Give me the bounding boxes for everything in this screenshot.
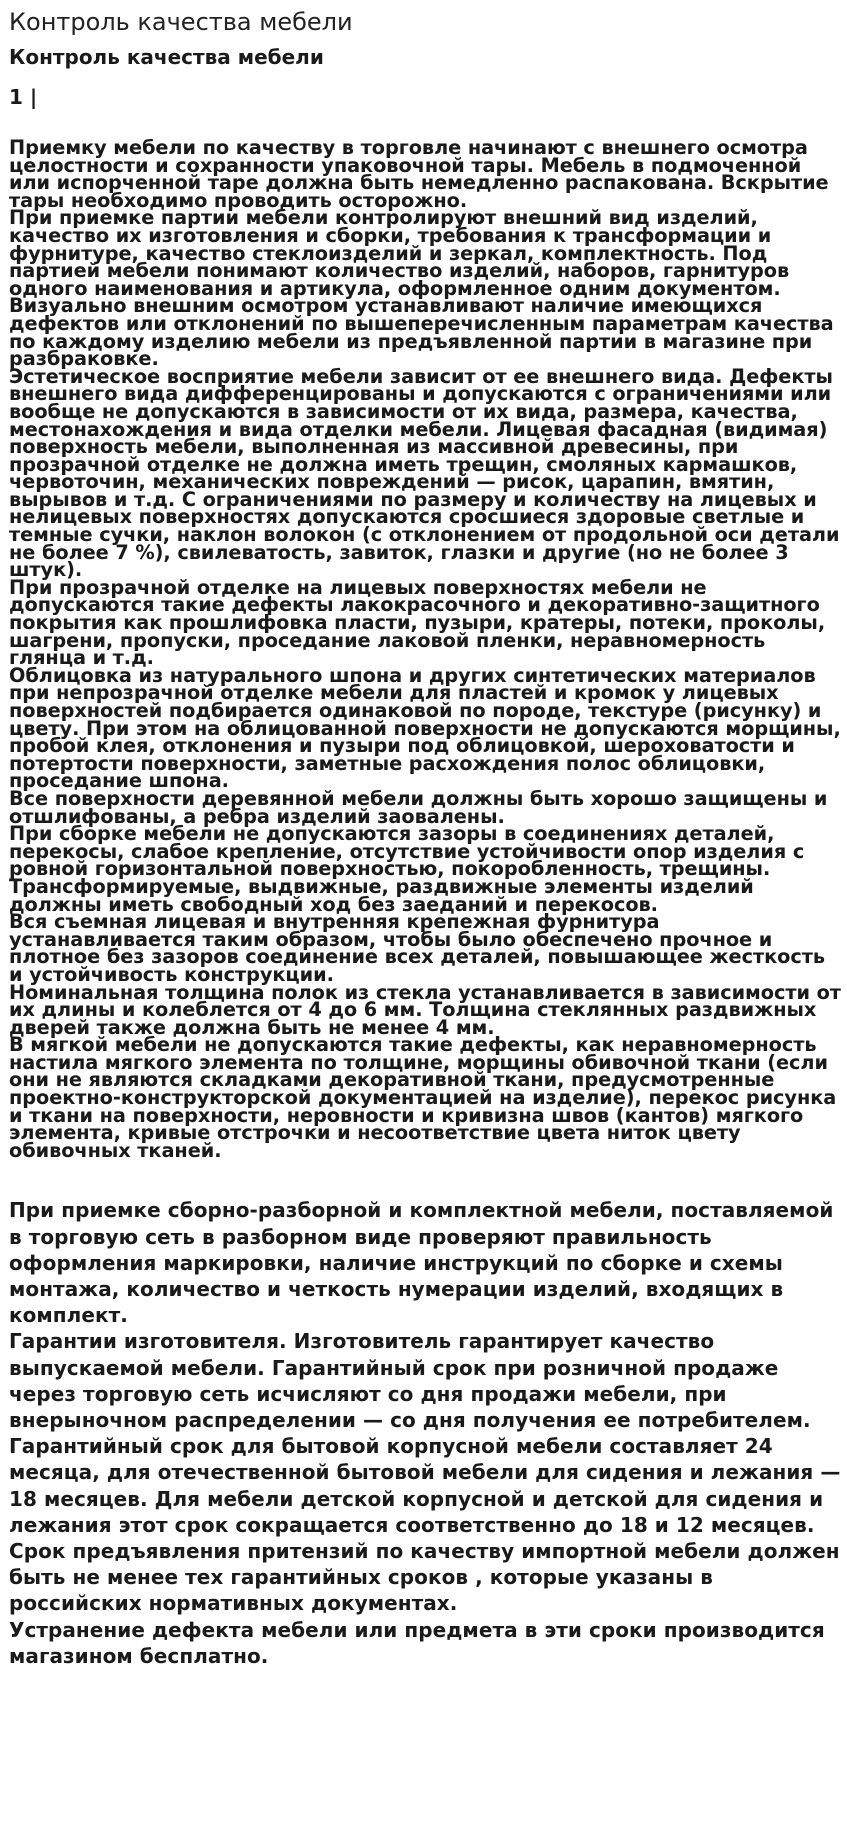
paragraph-surfaces: Все поверхности деревянной мебели должны быть хорошо защищены и отшлифованы, а ребра изделий заовалены. [9, 786, 828, 828]
paragraph-assembly: При сборке мебели не допускаются зазоры в соединениях деталей, перекосы, слабое крепление, отсутствие устойчивости опор изделия с ровной горизонтальной поверхностью, покоробленность, трещины. Трансформируемые, выдвижные, раздвижные элементы изделий должны иметь свободный ход без заеданий и перекосов. [9, 822, 805, 916]
paragraph-batch-control: При приемке партии мебели контролируют внешний вид изделий, качество их изготовления и сборки, требования к трансформации и фурнитуре, качество стеклоизделий и зеркал, комплектность. Под партией мебели понимают количество изделий, наборов, гарнитуров одного наименования и артикула, оформленное одним документом. Визуально внешним осмотром устанавливают наличие имеющихся дефектов или отклонений по вышеперечисленным параметрам качества по каждому изделию мебели из предъявленной партии в магазине при разбраковке. [9, 206, 834, 371]
document-page [9, 0, 841, 1669]
paragraph-transparent-finish: При прозрачной отделке на лицевых поверхностях мебели не допускаются такие дефекты лакокрасочного и декоративно-защитного покрытия как прошлифовка пласти, пузыри, кратеры, потеки, проколы, шагрени, пропуски, проседание лаковой пленки, неравномерность глянца и т.д. [9, 575, 826, 670]
spaced-text-block [9, 1197, 841, 1669]
paragraph-acceptance: Приемку мебели по качеству в торговле начинают с внешнего осмотра целостности и сохранности упаковочной тары. Мебель в подмоченной или испорченной таре должна быть немедленно распакована. Вскрытие тары необходимо проводить осторожно. [9, 136, 829, 212]
paragraph-veneer: Облицовка из натурального шпона и других синтетических материалов при непрозрачной отделке мебели для пластей и кромок у лицевых поверхностей подбирается одинаковой по породе, текстуре (рисунку) и цвету. При этом на облицованной поверхности не допускаются морщины, пробой клея, отклонения и пузыри под облицовкой, шероховатости и потертости поверхности, заметные расхождения полос облицовки, проседание шпона. [9, 663, 841, 793]
paragraph-upholstered: В мягкой мебели не допускаются такие дефекты, как неравномерность настила мягкого элемента по толщине, морщины обивочной ткани (если они не являются складками декоративной ткани, предусмотренные проектно-конструкторской документацией на изделие), перекос рисунка и ткани на поверхности, неровности и кривизна швов (кантов) мягкого элемента, кривые отстрочки и несоответствие цвета ниток цвету обивочных тканей. [9, 1033, 837, 1162]
document-title: Контроль качества мебели [9, 8, 353, 36]
dense-text-block [9, 136, 841, 1162]
paragraph-appearance-defects: Эстетическое восприятие мебели зависит от ее внешнего вида. Дефекты внешнего вида дифференцированы и допускаются с ограничениями или вообще не допускаются в зависимости от их вида, размера, качества, местонахождения и вида отделки мебели. Лицевая фасадная (видимая) поверхность мебели, выполненная из массивной древесины, при прозрачной отделке не должна иметь трещин, смоляных кармашков, червоточин, механических повреждений — рисок, царапин, вмятин, вырывов и т.д. С ограничениями по размеру и количеству на лицевых и нелицевых поверхностях допускаются сросшиеся здоровые светлые и темные сучки, наклон волокон (с отклонением от продольной оси детали не более 7 %), свилеватость, завиток, глазки и другие (но не более 3 штук). [9, 364, 840, 582]
paragraph-knockdown-furniture: При приемке сборно-разборной и комплектной мебели, поставляемой в торговую сеть в разборном виде проверяют правильность оформления маркировки, наличие инструкций по сборке и схемы монтажа, количество и четкость нумерации изделий, входящих в комплект. [9, 1198, 834, 1328]
paragraph-warranty: Гарантии изготовителя. Изготовитель гарантирует качество выпускаемой мебели. Гарантийный срок при розничной продаже через торговую сеть исчисляют со дня продажи мебели, при внерыночном распределении — со дня получения ее потребителем. Гарантийный срок для бытовой корпусной мебели составляет 24 месяца, для отечественной бытовой мебели для сидения и лежания — 18 месяцев. Для мебели детской корпусной и детской для сидения и лежания этот срок сокращается соответственно до 18 и 12 месяцев. [9, 1329, 841, 1537]
paragraph-import-claims: Срок предъявления притензий по качеству импортной мебели должен быть не менее тех гарантийных сроков , которые указаны в российских нормативных документах. [9, 1539, 840, 1616]
document-heading: Контроль качества мебели [9, 45, 324, 69]
page-number: 1 | [9, 85, 38, 109]
paragraph-hardware: Вся съемная лицевая и внутренняя крепежная фурнитура устанавливается таким образом, чтобы было обеспечено прочное и плотное без зазоров соединение всех деталей, повышающее жесткость и устойчивость конструкции. [9, 910, 825, 986]
paragraph-free-repair: Устранение дефекта мебели или предмета в эти сроки производится магазином бесплатно. [9, 1617, 825, 1668]
paragraph-glass-shelves: Номинальная толщина полок из стекла устанавливается в зависимости от их длины и колеблется от 4 до 6 мм. Толщина стеклянных раздвижных дверей также должна быть не менее 4 мм. [9, 980, 841, 1039]
